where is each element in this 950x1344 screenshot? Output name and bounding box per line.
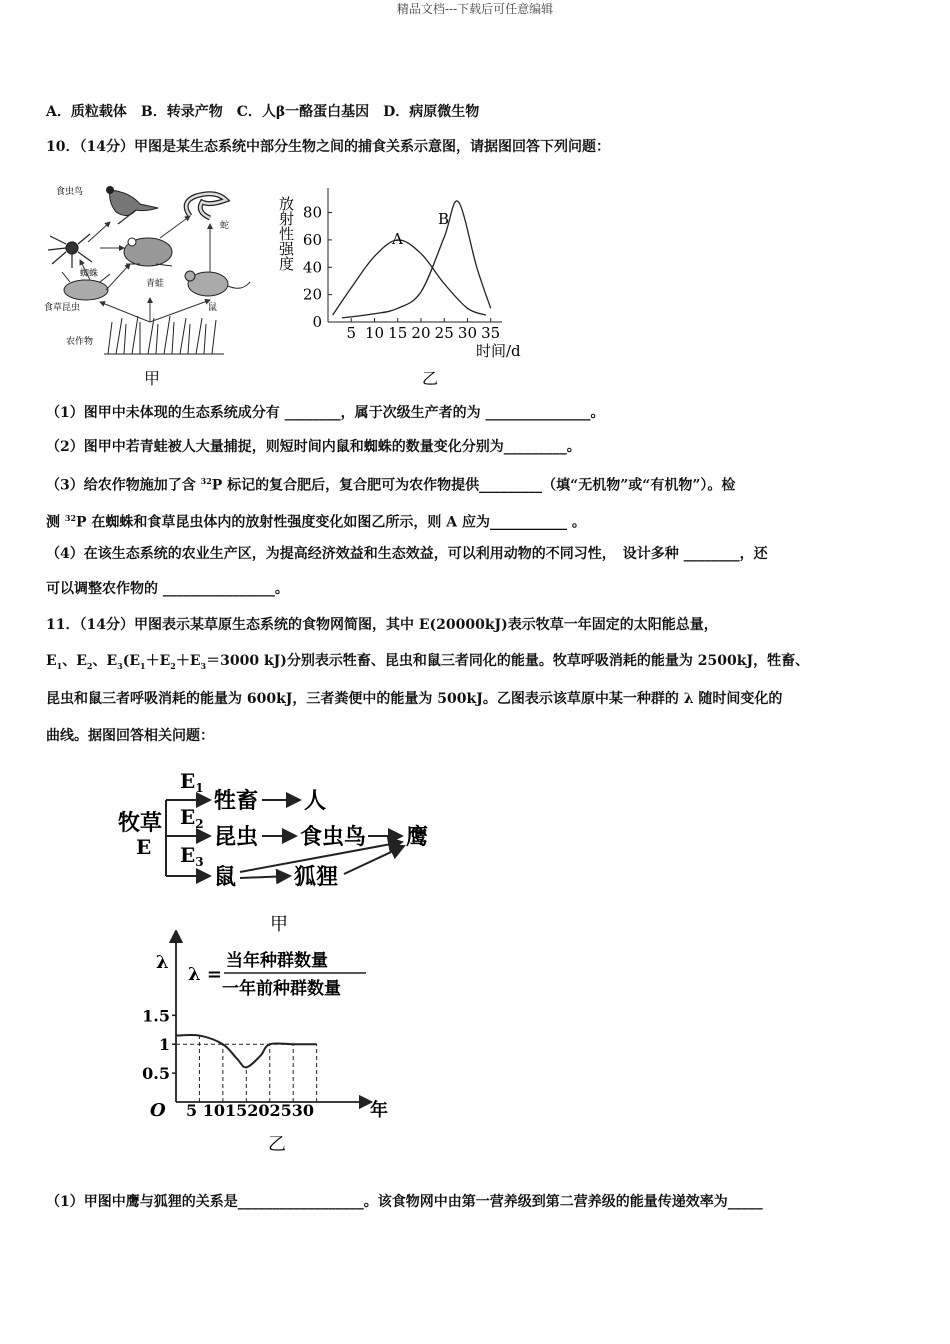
spider-figure <box>48 234 92 268</box>
q10-sub4b: 可以调整农作物的 ________________。 <box>46 581 289 597</box>
node-fox: 狐狸 <box>294 864 339 890</box>
y-tick-label: 1 <box>158 1035 170 1055</box>
q10-sub1: （1）图甲中未体现的生态系统成分有 ________，属于次级生产者的为 _______________。 <box>46 405 605 421</box>
q9-options: A．质粒载体 B．转录产物 C．人β一酪蛋白基因 D．病原微生物 <box>46 104 480 120</box>
q11-stem1: 11．（14分）甲图表示某草原生态系统的食物网简图，其中 E(20000kJ)表示牧草一年固定的太阳能总量， <box>46 617 718 633</box>
formula-numerator: 当年种群数量 <box>226 951 328 971</box>
food-web-arrows <box>80 216 210 322</box>
e1-label: $E_1$ <box>180 769 204 795</box>
e2-label: $E_2$ <box>180 805 204 831</box>
q10-sub3b: 测 $^{32}$P 在蜘蛛和食草昆虫体内的放射性强度变化如图乙所示，则 A 应为___________ 。 <box>46 513 586 531</box>
yi-ylabel <box>277 196 295 271</box>
x-tick-label: 20 <box>411 324 431 342</box>
label-insect: 食草昆虫 <box>44 303 81 313</box>
series-B-line <box>342 201 491 318</box>
q11-fig-jia <box>110 760 450 940</box>
x-axis-label: 时间/d <box>476 342 521 360</box>
q11-stem2: $E_1$、$E_2$、$E_3(E_1+E_2+E_3=3000$ kJ)分别表示牲畜、昆虫和鼠三者同化的能量。牧草呼吸消耗的能量为 2500kJ，牲畜、 <box>46 653 810 671</box>
node-bird: 食虫鸟 <box>300 824 367 850</box>
label-frog: 青蛙 <box>146 279 165 289</box>
q11-stem3: 昆虫和鼠三者呼吸消耗的能量为 600kJ，三者粪便中的能量为 500kJ。乙图表示该草原中某一种群的 λ 随时间变化的 <box>46 691 783 707</box>
lambda-series-line <box>176 1035 317 1067</box>
label-crop: 农作物 <box>66 337 94 347</box>
y-tick-label: 80 <box>302 203 322 222</box>
page-header: 精品文档---下载后可任意编辑 <box>396 2 554 16</box>
y-tick-label: 40 <box>302 258 322 277</box>
fig-yi-caption-11: 乙 <box>268 1134 286 1155</box>
label-mouse: 鼠 <box>208 303 218 313</box>
q10-fig-jia <box>40 172 260 392</box>
label-snake: 蛇 <box>220 221 230 231</box>
q11-fig-yi <box>130 930 410 1160</box>
mouse-figure <box>185 271 250 296</box>
q10-stem: 10．（14分）甲图是某生态系统中部分生物之间的捕食关系示意图，请据图回答下列问题： <box>46 139 610 155</box>
frog-figure <box>124 238 172 266</box>
node-human: 人 <box>304 788 327 814</box>
snake-figure <box>186 194 226 218</box>
node-eagle: 鹰 <box>406 824 429 850</box>
node-livestock: 牲畜 <box>214 788 259 814</box>
lambda-xlabel: 年 <box>370 1100 388 1121</box>
q10-sub3a: （3）给农作物施加了含 $^{32}$P 标记的复合肥后，复合肥可为农作物提供_________（填“无机物”或“有机物”）。检 <box>46 476 736 494</box>
node-insect: 昆虫 <box>214 824 259 850</box>
y-tick-label: 0 <box>312 313 322 331</box>
y-tick-label: 1.5 <box>142 1006 170 1026</box>
source-label: 牧草 <box>118 810 163 836</box>
label-spider: 蜘蛛 <box>80 269 99 279</box>
q10-fig-yi <box>272 172 522 392</box>
x-tick-label: 10 <box>364 324 385 342</box>
e3-label: $E_3$ <box>180 843 204 869</box>
q10-sub2: （2）图甲中若青蛙被人大量捕捉，则短时间内鼠和蜘蛛的数量变化分别为_________。 <box>46 439 581 455</box>
x-tick-label: 35 <box>481 324 501 342</box>
q11-sub1: （1）甲图中鹰与狐狸的关系是__________________。该食物网中由第一营养级到第二营养级的能量传递效率为_____ <box>46 1194 763 1210</box>
formula-lhs: λ = <box>188 964 222 985</box>
x-ticks-text: 5 1015202530 <box>186 1101 315 1120</box>
x-tick-label: 15 <box>388 324 408 342</box>
x-tick-label: 30 <box>457 324 478 342</box>
y-tick-label: 60 <box>302 230 322 249</box>
lambda-ylabel: λ <box>156 952 169 973</box>
node-mouse: 鼠 <box>214 864 237 890</box>
x-tick-label: 25 <box>434 324 454 342</box>
series-A-label: A <box>392 230 403 248</box>
crop-figure <box>104 316 224 354</box>
svg-text:放射性强度: 放射性强度 <box>277 196 295 271</box>
source-e-label: E <box>136 835 152 859</box>
fig-jia-caption-11: 甲 <box>270 914 288 935</box>
x-tick-label: 5 <box>346 324 357 342</box>
fig-jia-caption: 甲 <box>144 369 161 388</box>
y-tick-label: 0.5 <box>142 1064 170 1084</box>
series-B-label: B <box>438 210 450 228</box>
formula-denominator: 一年前种群数量 <box>222 979 341 999</box>
label-bird: 食虫鸟 <box>56 187 84 197</box>
y-tick-label: 20 <box>302 285 322 304</box>
bird-figure <box>106 186 158 224</box>
fig-yi-caption: 乙 <box>422 369 439 388</box>
q11-stem4: 曲线。据图回答相关问题： <box>46 728 214 744</box>
q10-sub4a: （4）在该生态系统的农业生产区，为提高经济效益和生态效益，可以利用动物的不同习性， 设计多种 ________，还 <box>46 546 768 562</box>
origin-label: O <box>150 1100 166 1121</box>
